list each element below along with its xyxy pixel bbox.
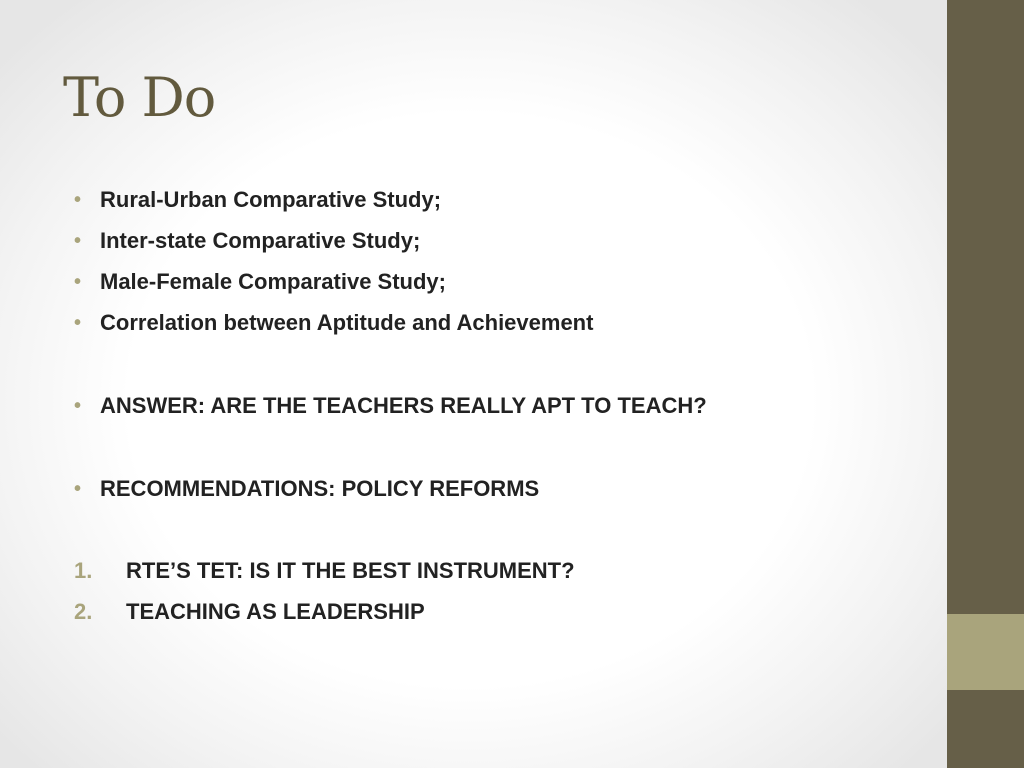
- bullet-text: Rural-Urban Comparative Study;: [100, 187, 442, 212]
- recommendations-text: RECOMMENDATIONS: POLICY REFORMS: [100, 476, 540, 501]
- bullet-item: [74, 221, 420, 261]
- bullet-item: [74, 180, 441, 220]
- bullet-item: [74, 262, 446, 302]
- numbered-text: TEACHING AS LEADERSHIP: [126, 599, 425, 624]
- bullet-text: Correlation between Aptitude and Achievement: [100, 310, 594, 335]
- sidebar-accent-block: [947, 614, 1024, 690]
- number-marker: 2.: [74, 599, 93, 624]
- bullet-item: [74, 303, 593, 343]
- bullet-text: Inter-state Comparative Study;: [100, 228, 421, 253]
- answer-item: [74, 386, 707, 426]
- bullet-icon: •: [74, 230, 82, 252]
- numbered-item: [74, 551, 575, 591]
- numbered-item: [74, 592, 425, 632]
- number-marker: 1.: [74, 558, 93, 583]
- slide-title: To Do: [63, 66, 216, 129]
- bullet-icon: •: [74, 395, 82, 417]
- bullet-icon: •: [74, 478, 82, 500]
- bullet-icon: •: [74, 312, 82, 334]
- bullet-text: Male-Female Comparative Study;: [100, 269, 446, 294]
- bullet-icon: •: [74, 189, 82, 211]
- answer-text: ANSWER: ARE THE TEACHERS REALLY APT TO TEACH?: [100, 393, 707, 418]
- recommendations-item: [74, 469, 539, 509]
- numbered-text: RTE’S TET: IS IT THE BEST INSTRUMENT?: [126, 558, 575, 583]
- bullet-icon: •: [74, 271, 82, 293]
